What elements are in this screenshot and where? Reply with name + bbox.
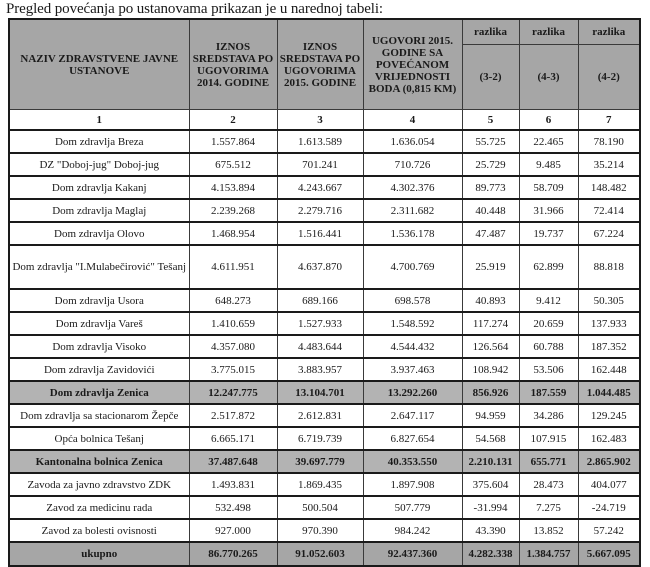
- value-cell: 1.493.831: [189, 473, 277, 496]
- column-number: 3: [277, 110, 363, 131]
- institution-name: Dom zdravlja Zavidovići: [9, 358, 189, 381]
- value-cell: 40.448: [462, 199, 519, 222]
- value-cell: 47.487: [462, 222, 519, 245]
- value-cell: 4.611.951: [189, 245, 277, 289]
- institution-name: Dom zdravlja sa stacionarom Žepče: [9, 404, 189, 427]
- value-cell: 107.915: [519, 427, 578, 450]
- value-cell: 689.166: [277, 289, 363, 312]
- value-cell: 1.468.954: [189, 222, 277, 245]
- value-cell: 4.637.870: [277, 245, 363, 289]
- value-cell: 1.516.441: [277, 222, 363, 245]
- value-cell: 94.959: [462, 404, 519, 427]
- value-cell: 34.286: [519, 404, 578, 427]
- header-formula-3-2: (3-2): [462, 45, 519, 110]
- institution-name: Dom zdravlja "I.Mulabečirović" Tešanj: [9, 245, 189, 289]
- value-cell: 532.498: [189, 496, 277, 519]
- table-row: [9, 496, 640, 519]
- table-row: [9, 289, 640, 312]
- value-cell: 9.412: [519, 289, 578, 312]
- value-cell: 4.243.667: [277, 176, 363, 199]
- column-number: 2: [189, 110, 277, 131]
- header-difference-6: razlika: [519, 19, 578, 45]
- column-number: 4: [363, 110, 462, 131]
- value-cell: 1.897.908: [363, 473, 462, 496]
- institution-name: Kantonalna bolnica Zenica: [9, 450, 189, 473]
- value-cell: 927.000: [189, 519, 277, 542]
- table-row: [9, 473, 640, 496]
- value-cell: 57.242: [578, 519, 640, 542]
- value-cell: 4.544.432: [363, 335, 462, 358]
- header-contracts-2015-increased: UGOVORI 2015. GODINE SA POVEĆANOM VRIJEDNOSTI BODA (0,815 KM): [363, 19, 462, 110]
- value-cell: 2.647.117: [363, 404, 462, 427]
- table-row: [9, 358, 640, 381]
- value-cell: 4.700.769: [363, 245, 462, 289]
- value-cell: 4.483.644: [277, 335, 363, 358]
- header-institution-name: NAZIV ZDRAVSTVENE JAVNE USTANOVE: [9, 19, 189, 110]
- value-cell: 39.697.779: [277, 450, 363, 473]
- value-cell: 1.410.659: [189, 312, 277, 335]
- value-cell: 648.273: [189, 289, 277, 312]
- column-number: 7: [578, 110, 640, 131]
- value-cell: 6.665.171: [189, 427, 277, 450]
- value-cell: 67.224: [578, 222, 640, 245]
- value-cell: 500.504: [277, 496, 363, 519]
- table-row: [9, 199, 640, 222]
- value-cell: 1.536.178: [363, 222, 462, 245]
- value-cell: 13.852: [519, 519, 578, 542]
- value-cell: 4.302.376: [363, 176, 462, 199]
- value-cell: 53.506: [519, 358, 578, 381]
- value-cell: 856.926: [462, 381, 519, 404]
- header-amount-2014: IZNOS SREDSTAVA PO UGOVORIMA 2014. GODINE: [189, 19, 277, 110]
- value-cell: 12.247.775: [189, 381, 277, 404]
- value-cell: 1.548.592: [363, 312, 462, 335]
- value-cell: 13.292.260: [363, 381, 462, 404]
- total-cell: 86.770.265: [189, 542, 277, 566]
- value-cell: 162.448: [578, 358, 640, 381]
- table-row: [9, 335, 640, 358]
- value-cell: 3.937.463: [363, 358, 462, 381]
- value-cell: 2.517.872: [189, 404, 277, 427]
- value-cell: 19.737: [519, 222, 578, 245]
- column-number: 6: [519, 110, 578, 131]
- total-row: [9, 542, 640, 566]
- value-cell: 162.483: [578, 427, 640, 450]
- institution-name: Zavod za bolesti ovisnosti: [9, 519, 189, 542]
- value-cell: 9.485: [519, 153, 578, 176]
- total-cell: 92.437.360: [363, 542, 462, 566]
- header-difference-5: razlika: [462, 19, 519, 45]
- total-label: ukupno: [9, 542, 189, 566]
- value-cell: 60.788: [519, 335, 578, 358]
- value-cell: 2.210.131: [462, 450, 519, 473]
- institution-name: Dom zdravlja Kakanj: [9, 176, 189, 199]
- value-cell: 970.390: [277, 519, 363, 542]
- value-cell: 108.942: [462, 358, 519, 381]
- value-cell: 187.352: [578, 335, 640, 358]
- value-cell: 6.719.739: [277, 427, 363, 450]
- value-cell: 1.557.864: [189, 130, 277, 153]
- value-cell: 78.190: [578, 130, 640, 153]
- institution-name: Zavod za medicinu rada: [9, 496, 189, 519]
- value-cell: 88.818: [578, 245, 640, 289]
- header-amount-2015: IZNOS SREDSTAVA PO UGOVORIMA 2015. GODINE: [277, 19, 363, 110]
- value-cell: 129.245: [578, 404, 640, 427]
- value-cell: 6.827.654: [363, 427, 462, 450]
- value-cell: -31.994: [462, 496, 519, 519]
- value-cell: 675.512: [189, 153, 277, 176]
- table-row: [9, 519, 640, 542]
- institution-name: DZ "Doboj-jug" Doboj-jug: [9, 153, 189, 176]
- value-cell: 72.414: [578, 199, 640, 222]
- column-number: 1: [9, 110, 189, 131]
- header-difference-7: razlika: [578, 19, 640, 45]
- value-cell: 20.659: [519, 312, 578, 335]
- value-cell: 54.568: [462, 427, 519, 450]
- value-cell: 3.775.015: [189, 358, 277, 381]
- table-row: [9, 222, 640, 245]
- value-cell: 187.559: [519, 381, 578, 404]
- value-cell: 984.242: [363, 519, 462, 542]
- value-cell: 2.612.831: [277, 404, 363, 427]
- value-cell: 22.465: [519, 130, 578, 153]
- value-cell: 37.487.648: [189, 450, 277, 473]
- institution-name: Zavoda za javno zdravstvo ZDK: [9, 473, 189, 496]
- value-cell: 89.773: [462, 176, 519, 199]
- institution-name: Dom zdravlja Usora: [9, 289, 189, 312]
- institution-name: Dom zdravlja Olovo: [9, 222, 189, 245]
- column-number-row: [9, 110, 640, 131]
- value-cell: 25.729: [462, 153, 519, 176]
- value-cell: 1.527.933: [277, 312, 363, 335]
- value-cell: 2.865.902: [578, 450, 640, 473]
- value-cell: 13.104.701: [277, 381, 363, 404]
- value-cell: 40.353.550: [363, 450, 462, 473]
- value-cell: 2.279.716: [277, 199, 363, 222]
- value-cell: 655.771: [519, 450, 578, 473]
- value-cell: 4.357.080: [189, 335, 277, 358]
- value-cell: 7.275: [519, 496, 578, 519]
- value-cell: 507.779: [363, 496, 462, 519]
- table-row: [9, 404, 640, 427]
- table-row: [9, 153, 640, 176]
- value-cell: 1.636.054: [363, 130, 462, 153]
- institutions-increase-table: [8, 18, 641, 567]
- value-cell: 2.311.682: [363, 199, 462, 222]
- value-cell: 40.893: [462, 289, 519, 312]
- value-cell: 35.214: [578, 153, 640, 176]
- value-cell: 137.933: [578, 312, 640, 335]
- value-cell: 55.725: [462, 130, 519, 153]
- value-cell: 375.604: [462, 473, 519, 496]
- institution-name: Dom zdravlja Zenica: [9, 381, 189, 404]
- institution-name: Dom zdravlja Vareš: [9, 312, 189, 335]
- value-cell: 4.153.894: [189, 176, 277, 199]
- value-cell: 1.044.485: [578, 381, 640, 404]
- intro-text: Pregled povećanja po ustanovama prikazan je u narednoj tabeli:: [6, 1, 383, 17]
- value-cell: 701.241: [277, 153, 363, 176]
- institution-name: Opća bolnica Tešanj: [9, 427, 189, 450]
- value-cell: 50.305: [578, 289, 640, 312]
- total-cell: 4.282.338: [462, 542, 519, 566]
- column-number: 5: [462, 110, 519, 131]
- table-row: [9, 130, 640, 153]
- value-cell: 43.390: [462, 519, 519, 542]
- value-cell: 58.709: [519, 176, 578, 199]
- value-cell: 3.883.957: [277, 358, 363, 381]
- table-row: [9, 381, 640, 404]
- value-cell: 62.899: [519, 245, 578, 289]
- value-cell: 1.613.589: [277, 130, 363, 153]
- value-cell: 148.482: [578, 176, 640, 199]
- value-cell: 698.578: [363, 289, 462, 312]
- value-cell: 1.869.435: [277, 473, 363, 496]
- table-row: [9, 312, 640, 335]
- value-cell: 28.473: [519, 473, 578, 496]
- table-row: [9, 427, 640, 450]
- table-row: [9, 450, 640, 473]
- total-cell: 91.052.603: [277, 542, 363, 566]
- table-row: [9, 245, 640, 289]
- header-formula-4-3: (4-3): [519, 45, 578, 110]
- value-cell: 2.239.268: [189, 199, 277, 222]
- institution-name: Dom zdravlja Breza: [9, 130, 189, 153]
- value-cell: 31.966: [519, 199, 578, 222]
- total-cell: 1.384.757: [519, 542, 578, 566]
- header-formula-4-2: (4-2): [578, 45, 640, 110]
- institution-name: Dom zdravlja Visoko: [9, 335, 189, 358]
- table-row: [9, 176, 640, 199]
- value-cell: 710.726: [363, 153, 462, 176]
- value-cell: 117.274: [462, 312, 519, 335]
- total-cell: 5.667.095: [578, 542, 640, 566]
- institution-name: Dom zdravlja Maglaj: [9, 199, 189, 222]
- value-cell: -24.719: [578, 496, 640, 519]
- value-cell: 126.564: [462, 335, 519, 358]
- value-cell: 25.919: [462, 245, 519, 289]
- value-cell: 404.077: [578, 473, 640, 496]
